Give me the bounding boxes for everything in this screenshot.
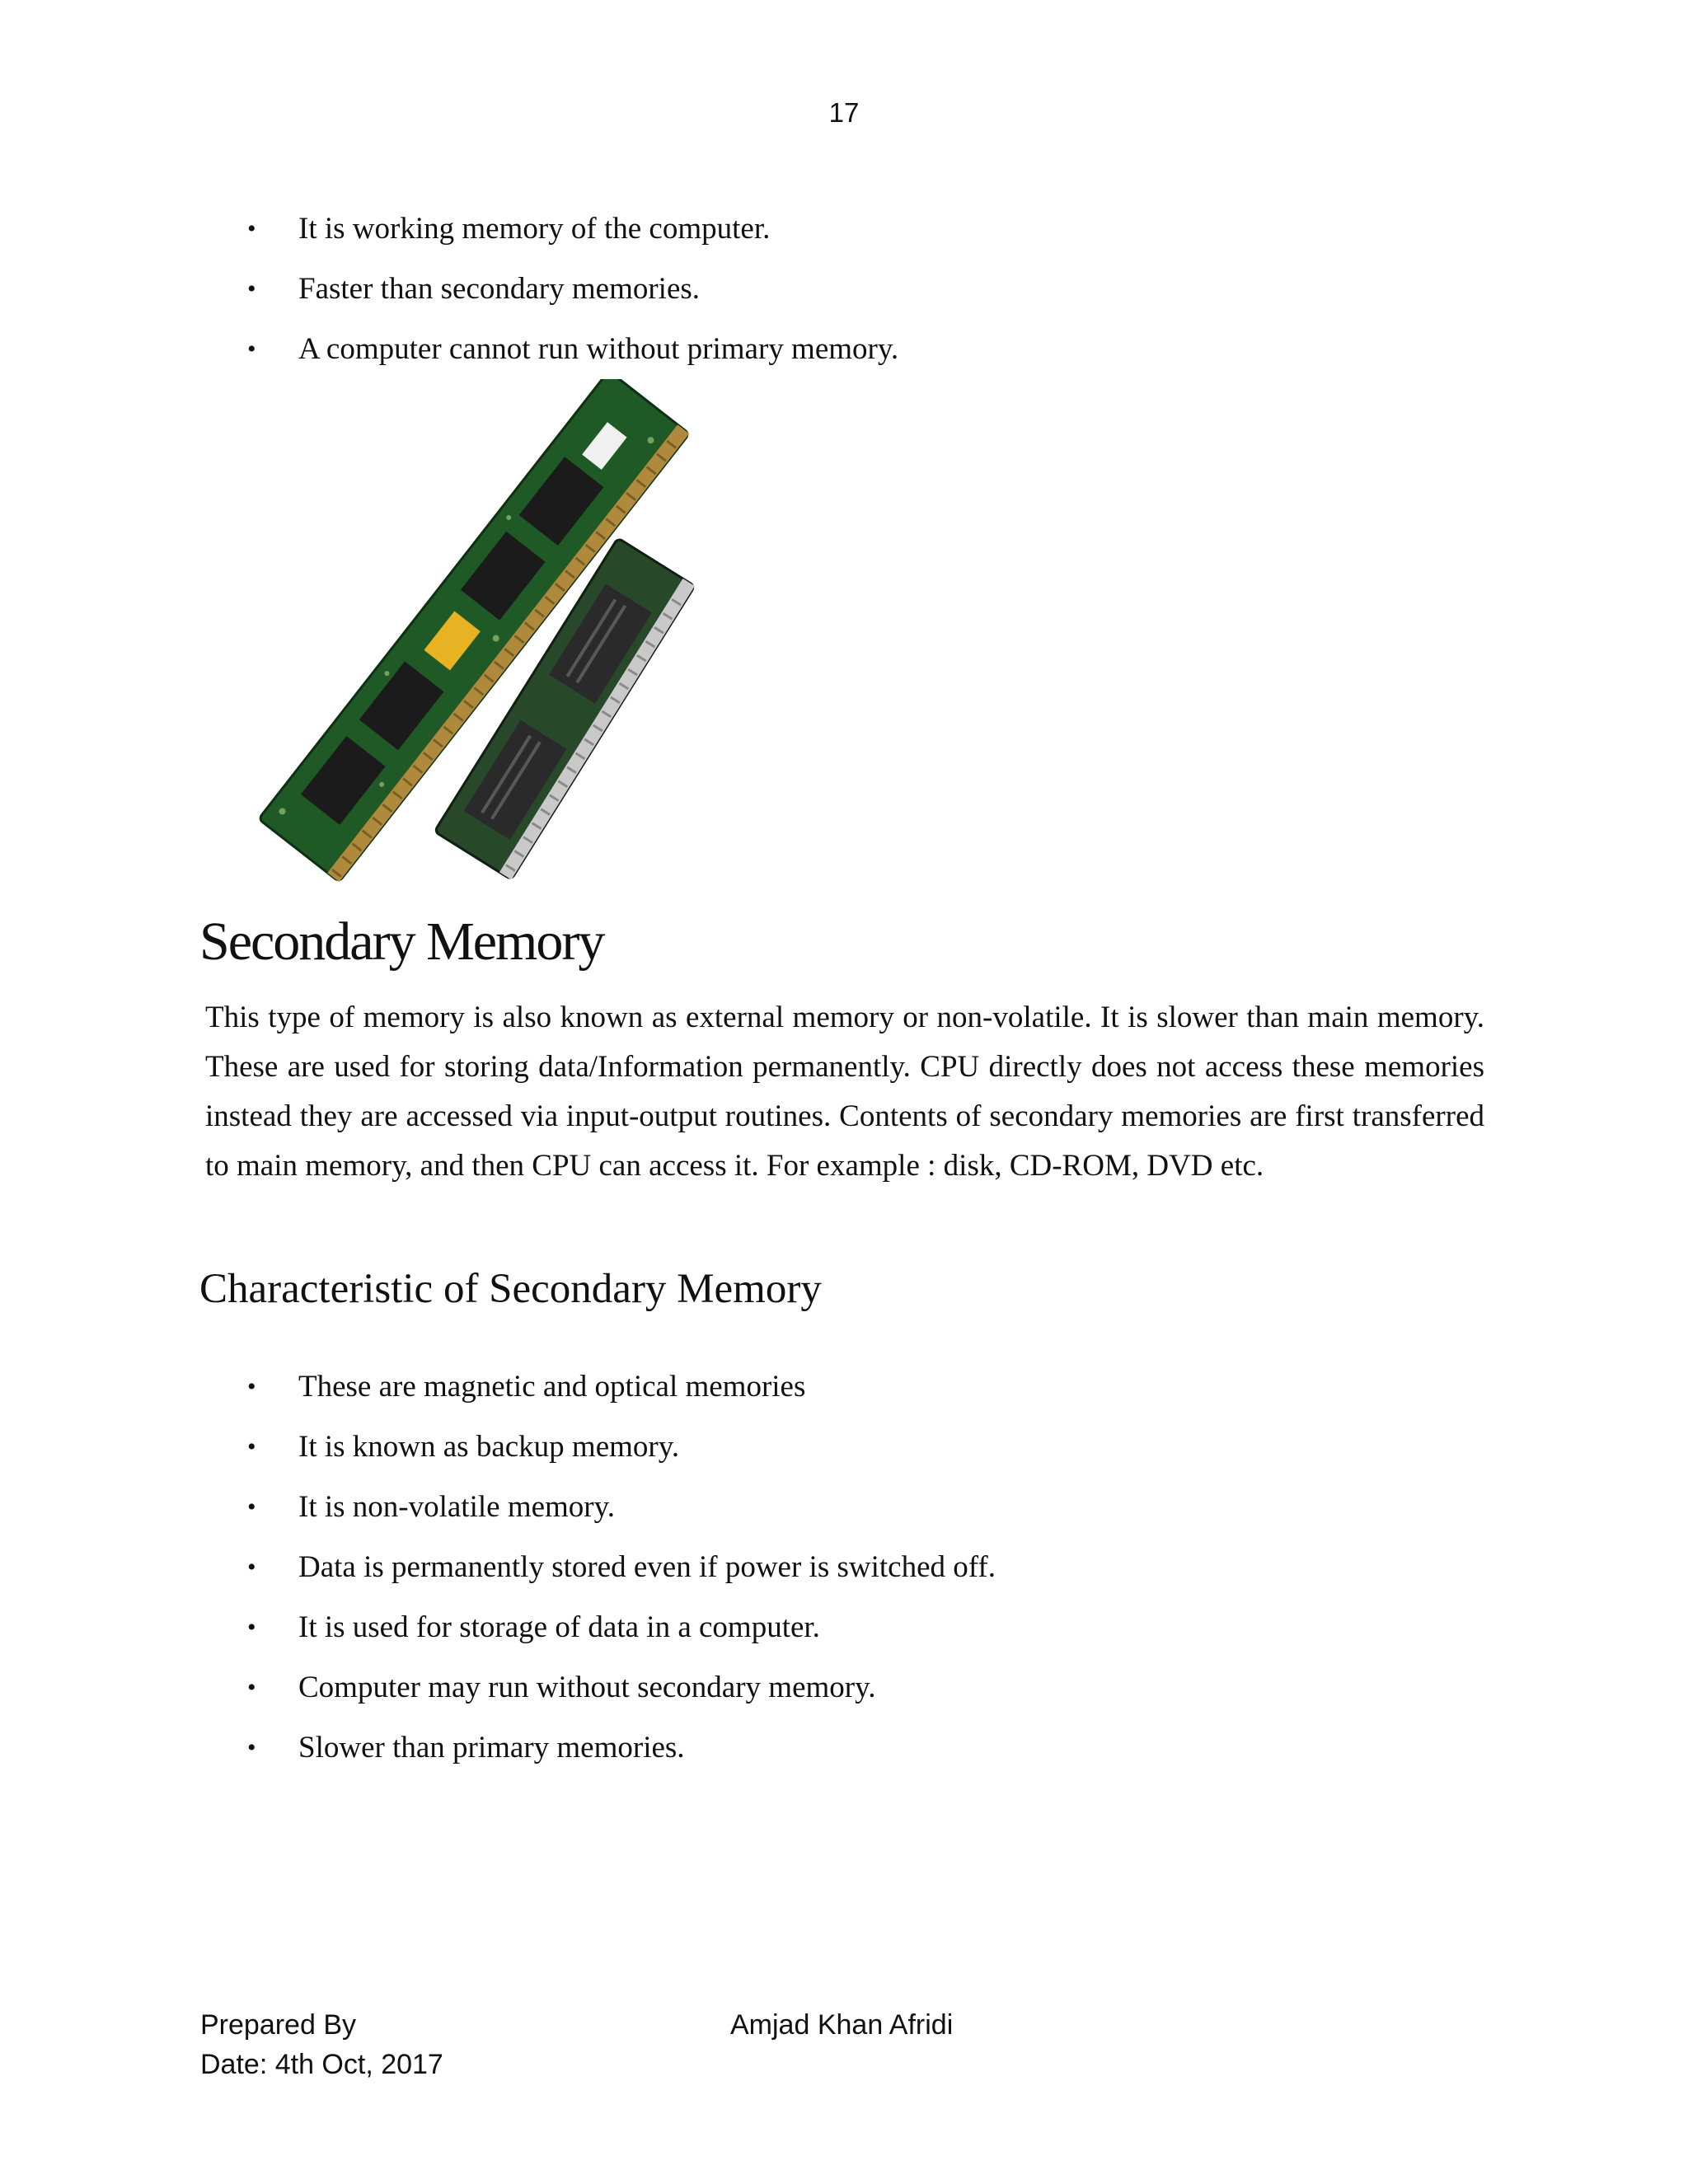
list-item (0, 199, 898, 259)
list-item (0, 319, 898, 379)
bullet-icon: • (247, 215, 256, 242)
bullet-icon: • (247, 1734, 256, 1761)
list-item-text: Slower than primary memories. (298, 1731, 685, 1765)
footer-date: Date: 4th Oct, 2017 (200, 2049, 443, 2080)
bullet-icon: • (247, 1433, 256, 1460)
list-item (0, 1597, 996, 1657)
section-subheading: Characteristic of Secondary Memory (199, 1266, 822, 1312)
ram-modules-image (198, 379, 742, 907)
footer-author: Amjad Khan Afridi (730, 2009, 954, 2041)
bullet-icon: • (247, 275, 256, 302)
list-item (0, 1417, 996, 1477)
bullet-icon: • (247, 1373, 256, 1400)
list-item (0, 1477, 996, 1537)
bullet-icon: • (247, 1493, 256, 1521)
list-item (0, 1657, 996, 1718)
list-item (0, 1537, 996, 1597)
bullet-icon: • (247, 1674, 256, 1701)
section-paragraph: This type of memory is also known as external memory or non-volatile. It is slower than main memory. These are used for storing data/Information permanently. CPU directly does not access these memories instead they are accessed via input-output routines. Contents of secondary memories are first transferred to main memory, and then CPU can access it. For example : disk, CD-ROM, DVD etc. (205, 1001, 1484, 1183)
list-item-text: A computer cannot run without primary memory. (298, 332, 899, 366)
list-item-text: Faster than secondary memories. (298, 272, 701, 306)
bullet-icon: • (247, 1554, 256, 1581)
footer-prepared-by: Prepared By (200, 2009, 356, 2041)
list-item-text: It is working memory of the computer. (298, 212, 771, 246)
bullet-icon: • (247, 335, 256, 363)
list-item-text: Data is permanently stored even if power is switched off. (298, 1550, 996, 1584)
list-item-text: It is known as backup memory. (298, 1430, 680, 1464)
list-item-text: It is used for storage of data in a computer. (298, 1610, 820, 1644)
list-item-text: These are magnetic and optical memories (298, 1370, 806, 1404)
bullet-icon: • (247, 1614, 256, 1641)
section-heading: Secondary Memory (199, 912, 604, 972)
list-item-text: Computer may run without secondary memory. (298, 1671, 876, 1704)
list-item (0, 1718, 996, 1778)
list-item (0, 259, 898, 319)
primary-memory-bullet-list (0, 199, 898, 379)
page-number: 17 (828, 97, 860, 128)
list-item (0, 1357, 996, 1417)
secondary-memory-bullet-list (0, 1357, 996, 1778)
list-item-text: It is non-volatile memory. (298, 1490, 615, 1524)
